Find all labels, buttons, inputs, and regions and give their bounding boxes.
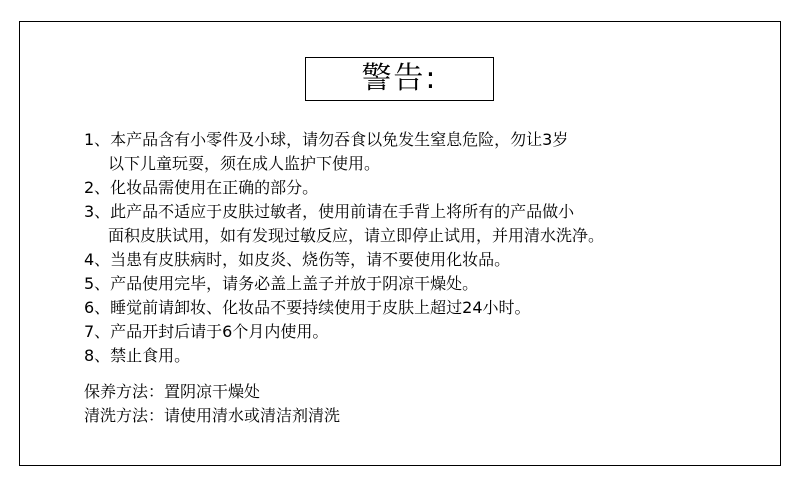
warning-item-5 xyxy=(84,272,774,296)
storage-method: 保养方法：置阴凉干燥处 xyxy=(84,382,261,401)
warning-item-8 xyxy=(84,344,774,368)
warning-item-1-line-2: 以下儿童玩耍，须在成人监护下使用。 xyxy=(108,154,381,173)
warning-item-1-line-1: 1、本产品含有小零件及小球，请勿吞食以免发生窒息危险，勿让3岁 xyxy=(84,130,569,149)
warning-item-6-line-1: 6、睡觉前请卸妆、化妆品不要持续使用于皮肤上超过24小时。 xyxy=(84,298,531,317)
warning-item-8-line-1: 8、禁止食用。 xyxy=(84,346,191,365)
warning-item-3 xyxy=(84,200,774,248)
warning-item-7 xyxy=(84,320,774,344)
cleaning-method: 清洗方法：请使用清水或清洁剂清洗 xyxy=(84,406,341,425)
warning-item-3-line-2: 面积皮肤试用，如有发现过敏反应，请立即停止试用，并用清水洗净。 xyxy=(108,226,605,245)
warning-item-2-line-1: 2、化妆品需使用在正确的部分。 xyxy=(84,178,319,197)
warning-list xyxy=(84,128,774,368)
warning-item-7-line-1: 7、产品开封后请于6个月内使用。 xyxy=(84,322,329,341)
warning-item-5-line-1: 5、产品使用完毕，请务必盖上盖子并放于阴凉干燥处。 xyxy=(84,274,479,293)
warning-title: 警告: xyxy=(361,61,438,96)
warning-item-6 xyxy=(84,296,774,320)
warning-item-1 xyxy=(84,128,774,176)
warning-title-box xyxy=(305,57,494,101)
care-instructions xyxy=(84,380,340,428)
warning-item-4 xyxy=(84,248,774,272)
warning-item-4-line-1: 4、当患有皮肤病时，如皮炎、烧伤等，请不要使用化妆品。 xyxy=(84,250,511,269)
warning-item-3-line-1: 3、此产品不适应于皮肤过敏者，使用前请在手背上将所有的产品做小 xyxy=(84,202,575,221)
warning-item-2 xyxy=(84,176,774,200)
